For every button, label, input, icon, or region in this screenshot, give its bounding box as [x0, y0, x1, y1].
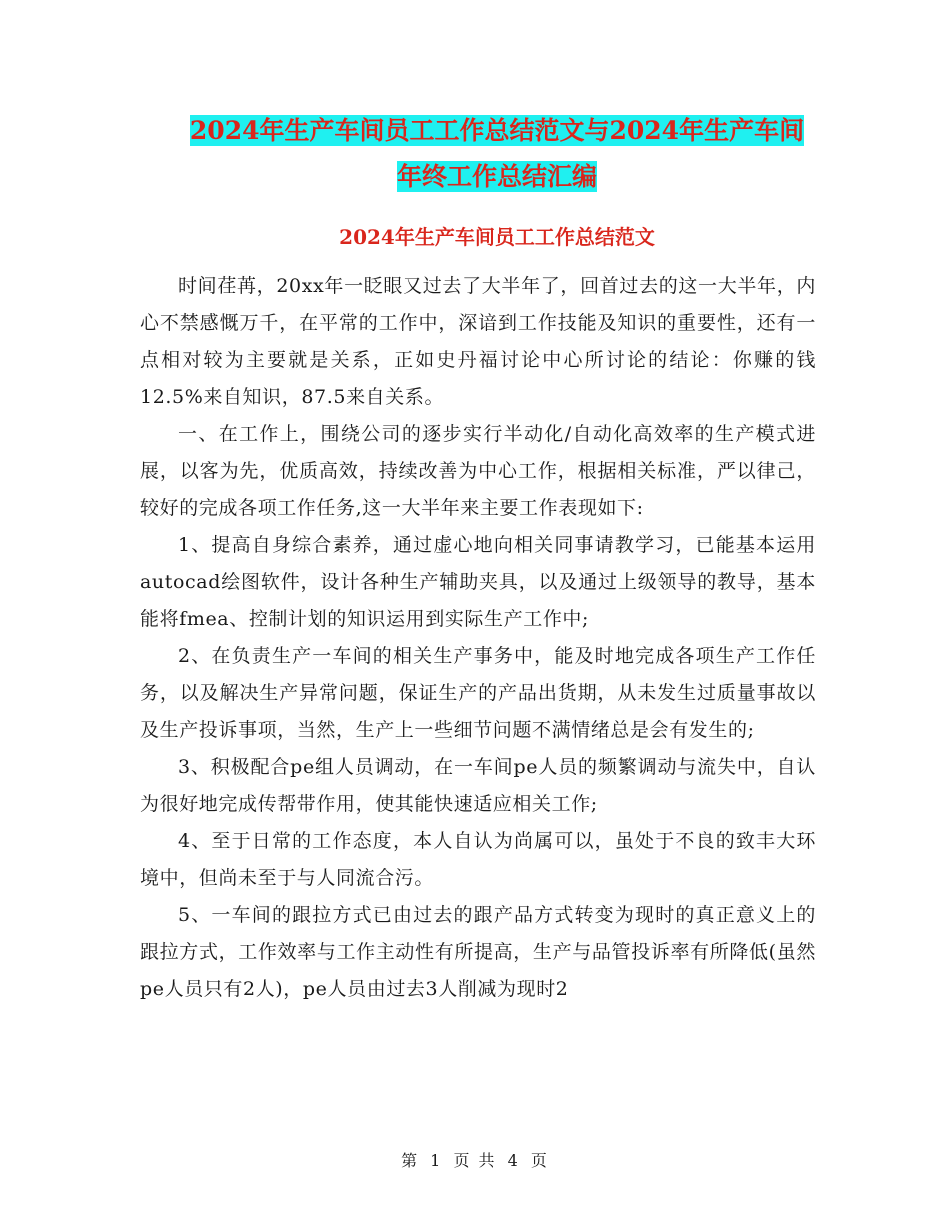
title-line-1: 2024年生产车间员工工作总结范文与2024年生产车间: [189, 116, 805, 145]
paragraph-7: 5、一车间的跟拉方式已由过去的跟产品方式转变为现时的真正意义上的跟拉方式，工作效率与工作主动性有所提高，生产与品管投诉率有所降低(虽然pe人员只有2人)，pe人员由过去3人削减为现时2: [140, 904, 816, 1000]
footer-middle: 页 共: [453, 1151, 497, 1170]
paragraph-3: 1、提高自身综合素养，通过虚心地向相关同事请教学习，已能基本运用autocad绘图软件，设计各种生产辅助夹具，以及通过上级领导的教导，基本能将fmea、控制计划的知识运用到实际生产工作中;: [140, 534, 816, 630]
section-title: 2024年生产车间员工工作总结范文: [339, 225, 655, 249]
title-line-2: 年终工作总结汇编: [396, 162, 597, 191]
document-title: [140, 108, 854, 200]
paragraph-6: 4、至于日常的工作态度，本人自认为尚属可以，虽处于不良的致丰大环境中，但尚未至于与人同流合污。: [140, 830, 816, 889]
paragraph-1: 时间荏苒，20xx年一眨眼又过去了大半年了，回首过去的这一大半年，内心不禁感慨万千，在平常的工作中，深谙到工作技能及知识的重要性，还有一点相对较为主要就是关系，正如史丹福讨论中心所讨论的结论：你赚的钱12.5%来自知识，87.5来自关系。: [140, 275, 816, 408]
footer-total-pages: 4: [507, 1151, 520, 1170]
page-footer: [0, 1148, 950, 1171]
footer-suffix: 页: [530, 1151, 549, 1170]
document-body: [140, 268, 816, 1008]
paragraph-5: 3、积极配合pe组人员调动，在一车间pe人员的频繁调动与流失中，自认为很好地完成传帮带作用，使其能快速适应相关工作;: [140, 756, 816, 815]
paragraph-4: 2、在负责生产一车间的相关生产事务中，能及时地完成各项生产工作任务，以及解决生产异常问题，保证生产的产品出货期，从未发生过质量事故以及生产投诉事项，当然，生产上一些细节问题不满情绪总是会有发生的;: [140, 645, 816, 741]
paragraph-2: 一、在工作上，围绕公司的逐步实行半动化/自动化高效率的生产模式进展，以客为先，优质高效，持续改善为中心工作，根据相关标准，严以律己，较好的完成各项工作任务,这一大半年来主要工作表现如下:: [140, 423, 816, 519]
footer-page-number: 1: [430, 1151, 443, 1170]
footer-prefix: 第: [401, 1151, 420, 1170]
